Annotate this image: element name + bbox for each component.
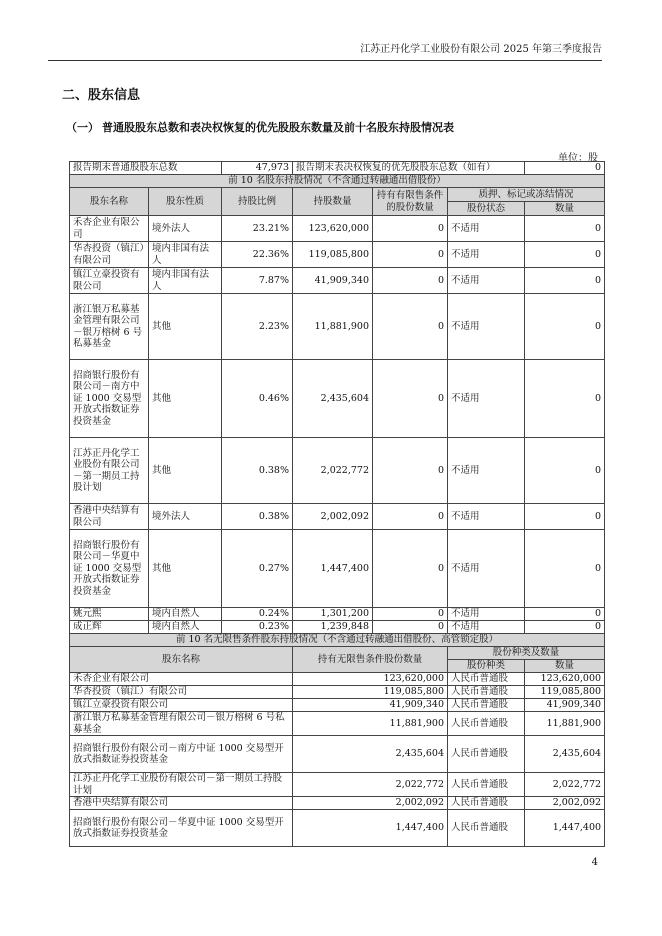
page-header: [48, 42, 602, 61]
common-holders-label: 报告期末普通股股东总数: [70, 162, 222, 175]
shareholding-count: 2,022,772: [293, 438, 373, 504]
subsection-heading: [66, 119, 454, 135]
unrestricted-header-qty: 数量: [525, 660, 605, 673]
shareholder-name: 招商银行股份有限公司－南方中证 1000 交易型开放式指数证券投资基金: [70, 360, 149, 438]
share-type-quantity: 2,022,772: [525, 773, 605, 797]
unrestricted-header-name: 股东名称: [70, 647, 293, 673]
unrestricted-shares: 123,620,000: [293, 673, 448, 686]
pledge-status: 不适用: [448, 621, 525, 634]
pledge-quantity: 0: [525, 268, 605, 294]
top10-title-row: [70, 175, 605, 188]
share-type: 人民币普通股: [448, 773, 525, 797]
shareholder-name: 浙江银万私募基金管理有限公司－银万榕树 6 号私募基金: [70, 294, 149, 360]
shareholder-table: [69, 161, 605, 847]
header-pledge-group: 质押、标记或冻结情况: [448, 188, 605, 202]
unrestricted-shares: 119,085,800: [293, 686, 448, 699]
top10-title: 前 10 名股东持股情况（不含通过转融通出借股份）: [70, 175, 605, 188]
pledge-status: 不适用: [448, 294, 525, 360]
pledge-status: 不适用: [448, 530, 525, 608]
report-title: 江苏正丹化学工业股份有限公司 2025 年第三季度报告: [360, 44, 602, 55]
shareholding-ratio: 23.21%: [222, 216, 293, 242]
unrestricted-row: [70, 699, 605, 712]
top10-row: [70, 268, 605, 294]
shareholder-name: 姚元熙: [70, 608, 149, 621]
top10-row: [70, 504, 605, 530]
unrestricted-row: [70, 797, 605, 810]
shareholder-name: 江苏正丹化学工业股份有限公司－第一期员工持股计划: [70, 438, 149, 504]
pledge-quantity: 0: [525, 504, 605, 530]
shareholding-count: 123,620,000: [293, 216, 373, 242]
unrestricted-holder-name: 招商银行股份有限公司－华夏中证 1000 交易型开放式指数证券投资基金: [70, 810, 293, 847]
shareholding-ratio: 0.27%: [222, 530, 293, 608]
restricted-shares: 0: [373, 242, 448, 268]
shareholding-count: 11,881,900: [293, 294, 373, 360]
shareholding-count: 1,301,200: [293, 608, 373, 621]
pledge-quantity: 0: [525, 294, 605, 360]
pledge-status: 不适用: [448, 438, 525, 504]
shareholder-nature: 境外法人: [149, 504, 222, 530]
unrestricted-shares: 11,881,900: [293, 712, 448, 736]
share-type: 人民币普通股: [448, 736, 525, 773]
shareholder-nature: 其他: [149, 530, 222, 608]
header-name: 股东名称: [70, 188, 149, 216]
restricted-shares: 0: [373, 268, 448, 294]
subsection-number: （一）: [66, 121, 99, 134]
header-shares: 持股数量: [293, 188, 373, 216]
shareholder-nature: 境内自然人: [149, 621, 222, 634]
restricted-shares: 0: [373, 621, 448, 634]
unrestricted-title: 前 10 名无限售条件股东持股情况（不含通过转融通出借股份、高管锁定股）: [70, 634, 605, 647]
unrestricted-row: [70, 773, 605, 797]
page-number: 4: [591, 857, 598, 868]
unrestricted-shares: 2,002,092: [293, 797, 448, 810]
unit-label: 单位：股: [558, 153, 598, 164]
unrestricted-holder-name: 招商银行股份有限公司－南方中证 1000 交易型开放式指数证券投资基金: [70, 736, 293, 773]
restricted-shares: 0: [373, 530, 448, 608]
pledge-status: 不适用: [448, 360, 525, 438]
unrestricted-holder-name: 香港中央结算有限公司: [70, 797, 293, 810]
top10-row: [70, 242, 605, 268]
pledge-quantity: 0: [525, 530, 605, 608]
unrestricted-shares: 2,435,604: [293, 736, 448, 773]
pledge-status: 不适用: [448, 242, 525, 268]
share-type-quantity: 11,881,900: [525, 712, 605, 736]
pledge-quantity: 0: [525, 242, 605, 268]
shareholder-nature: 其他: [149, 438, 222, 504]
share-type: 人民币普通股: [448, 797, 525, 810]
restricted-shares: 0: [373, 504, 448, 530]
unrestricted-row: [70, 712, 605, 736]
top10-row: [70, 360, 605, 438]
share-type-quantity: 41,909,340: [525, 699, 605, 712]
header-pledge-status: 股份状态: [448, 202, 525, 216]
shareholding-ratio: 0.46%: [222, 360, 293, 438]
shareholding-ratio: 0.24%: [222, 608, 293, 621]
shareholder-nature: 境内非国有法人: [149, 242, 222, 268]
pledge-status: 不适用: [448, 608, 525, 621]
shareholder-nature: 境外法人: [149, 216, 222, 242]
unrestricted-holder-name: 华杏投资（镇江）有限公司: [70, 686, 293, 699]
share-type: 人民币普通股: [448, 712, 525, 736]
share-type-quantity: 123,620,000: [525, 673, 605, 686]
unrestricted-header-type-group: 股份种类及数量: [448, 647, 605, 660]
top10-row: [70, 621, 605, 634]
shareholding-ratio: 2.23%: [222, 294, 293, 360]
shareholder-name: 禾杏企业有限公司: [70, 216, 149, 242]
restricted-shares: 0: [373, 608, 448, 621]
shareholding-ratio: 22.36%: [222, 242, 293, 268]
shareholder-name: 香港中央结算有限公司: [70, 504, 149, 530]
share-type-quantity: 119,085,800: [525, 686, 605, 699]
unrestricted-shares: 41,909,340: [293, 699, 448, 712]
shareholder-name: 成正辉: [70, 621, 149, 634]
shareholder-nature: 境内非国有法人: [149, 268, 222, 294]
unrestricted-row: [70, 673, 605, 686]
pledge-quantity: 0: [525, 216, 605, 242]
top10-row: [70, 438, 605, 504]
restricted-shares: 0: [373, 216, 448, 242]
pledge-quantity: 0: [525, 438, 605, 504]
header-nature: 股东性质: [149, 188, 222, 216]
pledge-status: 不适用: [448, 216, 525, 242]
shareholder-nature: 境内自然人: [149, 608, 222, 621]
shareholding-ratio: 0.38%: [222, 438, 293, 504]
share-type: 人民币普通股: [448, 686, 525, 699]
pledge-status: 不适用: [448, 504, 525, 530]
share-type-quantity: 2,002,092: [525, 797, 605, 810]
pledge-quantity: 0: [525, 608, 605, 621]
unrestricted-row: [70, 686, 605, 699]
restricted-shares: 0: [373, 360, 448, 438]
unrestricted-shares: 1,447,400: [293, 810, 448, 847]
unrestricted-title-row: [70, 634, 605, 647]
shareholder-name: 华杏投资（镇江）有限公司: [70, 242, 149, 268]
shareholding-count: 1,447,400: [293, 530, 373, 608]
restricted-shares: 0: [373, 438, 448, 504]
unrestricted-holder-name: 镇江立豪投资有限公司: [70, 699, 293, 712]
share-type: 人民币普通股: [448, 673, 525, 686]
unrestricted-shares: 2,022,772: [293, 773, 448, 797]
shareholding-count: 119,085,800: [293, 242, 373, 268]
common-holders-value: 47,973: [222, 162, 293, 175]
share-type: 人民币普通股: [448, 699, 525, 712]
top10-row: [70, 294, 605, 360]
preferred-holders-label: 报告期末表决权恢复的优先股股东总数（如有）: [293, 162, 525, 175]
shareholder-table-body: [70, 162, 605, 847]
top10-row: [70, 216, 605, 242]
unrestricted-header-row: [70, 647, 605, 660]
shareholder-name: 镇江立豪投资有限公司: [70, 268, 149, 294]
header-pledge-qty: 数量: [525, 202, 605, 216]
unrestricted-header-shares: 持有无限售条件股份数量: [293, 647, 448, 673]
shareholding-count: 2,435,604: [293, 360, 373, 438]
summary-row: [70, 162, 605, 175]
unrestricted-header-type: 股份种类: [448, 660, 525, 673]
pledge-quantity: 0: [525, 621, 605, 634]
top10-row: [70, 608, 605, 621]
unrestricted-holder-name: 浙江银万私募基金管理有限公司－银万榕树 6 号私募基金: [70, 712, 293, 736]
restricted-shares: 0: [373, 294, 448, 360]
pledge-status: 不适用: [448, 268, 525, 294]
pledge-quantity: 0: [525, 360, 605, 438]
unrestricted-holder-name: 江苏正丹化学工业股份有限公司－第一期员工持股计划: [70, 773, 293, 797]
shareholding-count: 41,909,340: [293, 268, 373, 294]
top10-row: [70, 530, 605, 608]
unrestricted-row: [70, 736, 605, 773]
preferred-holders-value: 0: [525, 162, 605, 175]
section-title: 二、股东信息: [62, 88, 141, 103]
shareholder-nature: 其他: [149, 360, 222, 438]
share-type-quantity: 2,435,604: [525, 736, 605, 773]
share-type-quantity: 1,447,400: [525, 810, 605, 847]
shareholding-count: 1,239,848: [293, 621, 373, 634]
share-type: 人民币普通股: [448, 810, 525, 847]
shareholding-ratio: 7.87%: [222, 268, 293, 294]
shareholder-nature: 其他: [149, 294, 222, 360]
header-ratio: 持股比例: [222, 188, 293, 216]
shareholding-count: 2,002,092: [293, 504, 373, 530]
top10-header-row: [70, 188, 605, 202]
shareholder-name: 招商银行股份有限公司－华夏中证 1000 交易型开放式指数证券投资基金: [70, 530, 149, 608]
unrestricted-holder-name: 禾杏企业有限公司: [70, 673, 293, 686]
unrestricted-row: [70, 810, 605, 847]
subsection-title: 普通股股东总数和表决权恢复的优先股股东数量及前十名股东持股情况表: [102, 121, 454, 134]
shareholding-ratio: 0.23%: [222, 621, 293, 634]
header-restricted: 持有有限售条件的股份数量: [373, 188, 448, 216]
shareholding-ratio: 0.38%: [222, 504, 293, 530]
